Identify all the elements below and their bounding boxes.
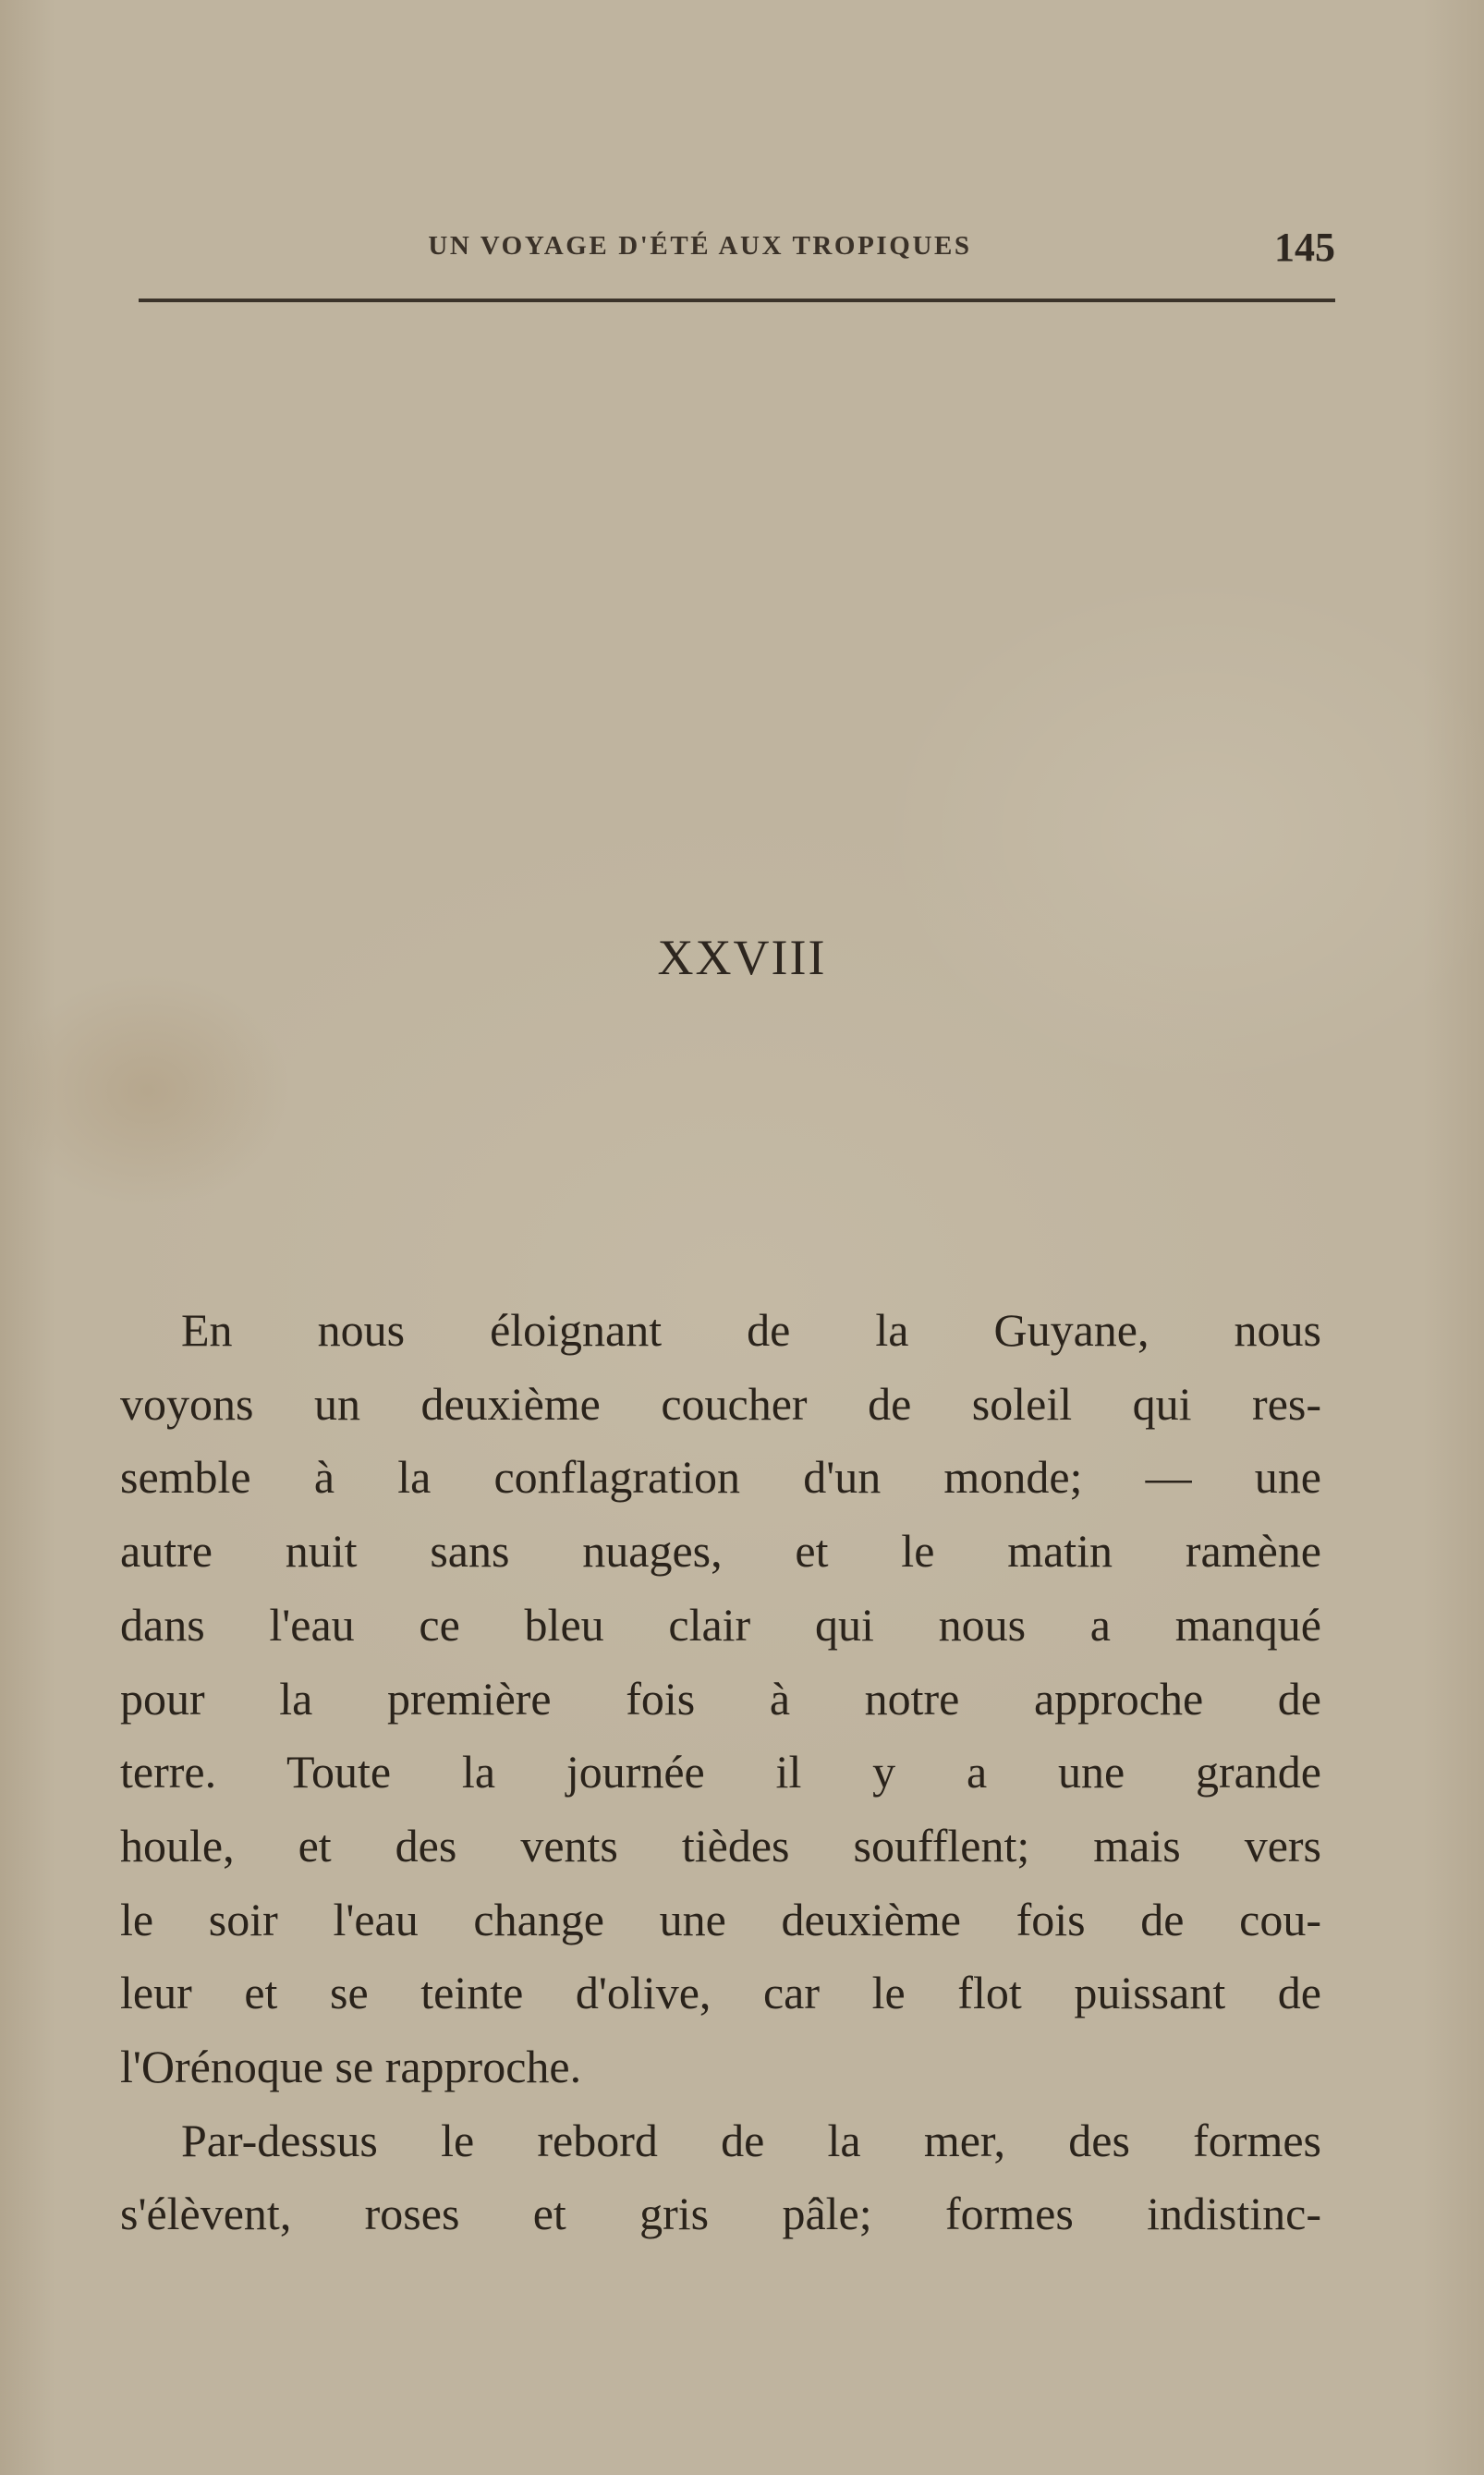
running-head xyxy=(139,225,1335,272)
header-rule xyxy=(139,299,1335,302)
body-text xyxy=(120,1294,1321,2251)
text-line: voyons un deuxième coucher de soleil qui res- xyxy=(120,1377,1321,1430)
text-line: le soir l'eau change une deuxième fois de cou- xyxy=(120,1893,1321,1945)
paragraph-1 xyxy=(120,1294,1321,2104)
text-line: s'élèvent, roses et gris pâle; formes indistinc- xyxy=(120,2188,1321,2240)
chapter-heading: XXVIII xyxy=(657,930,827,985)
running-title: UN VOYAGE D'ÉTÉ AUX TROPIQUES xyxy=(428,231,972,261)
text-line: dans l'eau ce bleu clair qui nous a manqué xyxy=(120,1598,1321,1651)
text-line: terre. Toute la journée il y a une grande xyxy=(120,1746,1321,1798)
text-line: autre nuit sans nuages, et le matin ramène xyxy=(120,1525,1321,1578)
text-line: leur et se teinte d'olive, car le flot puissant de xyxy=(120,1967,1321,2019)
text-line: pour la première fois à notre approche de xyxy=(120,1672,1321,1725)
text-line: semble à la conflagration d'un monde; — une xyxy=(120,1451,1321,1504)
text-line: l'Orénoque se rapproche. xyxy=(120,2041,582,2093)
text-line: En nous éloignant de la Guyane, nous xyxy=(181,1304,1321,1356)
paragraph-2 xyxy=(120,2104,1321,2251)
text-line: Par-dessus le rebord de la mer, des formes xyxy=(181,2114,1321,2166)
text-line: houle, et des vents tièdes soufflent; mais vers xyxy=(120,1819,1321,1871)
page-number: 145 xyxy=(1274,225,1335,270)
